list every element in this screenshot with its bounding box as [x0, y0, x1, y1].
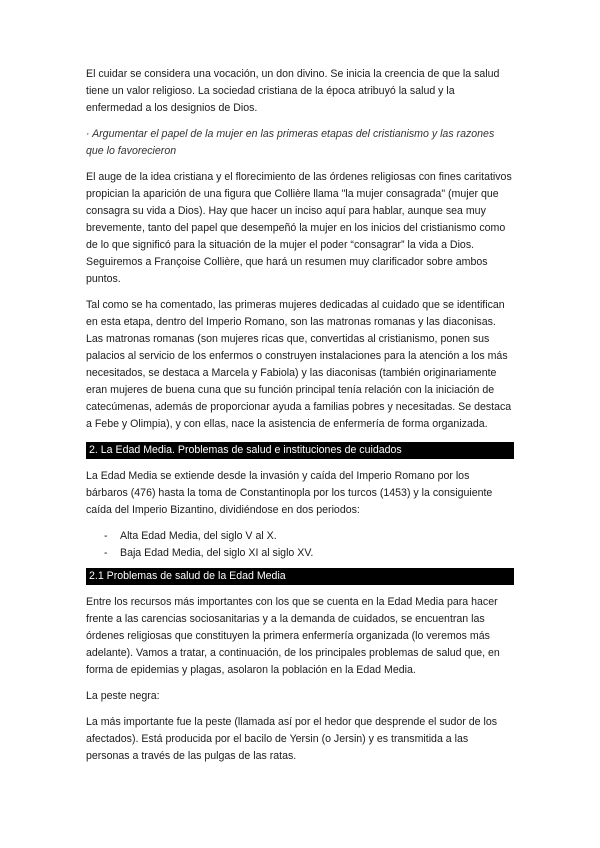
list-item: [86, 545, 514, 562]
list-item: [86, 528, 514, 545]
intro-paragraph-2: El auge de la idea cristiana y el florecimiento de las órdenes religiosas con fines caritativos propician la aparición de una figura que Collière llama "la mujer consagrada" (mujer que consagra su vida a Dios). Hay que hacer un inciso aquí para hablar, aunque sea muy brevemente, tanto del papel que desempeñó la mujer en los inicios del cristianismo como de lo que significó para la situación de la mujer el poder “consagrar” la vida a Dios. Seguiremos a Françoise Collière, que hará un resumen muy clarificador sobre ambos puntos.: [86, 171, 512, 285]
subheading-peste-negra: La peste negra:: [86, 690, 160, 702]
list-item-text: Alta Edad Media, del siglo V al X.: [120, 530, 277, 542]
section-2-1-heading: 2.1 Problemas de salud de la Edad Media: [86, 568, 514, 585]
list-item-text: Baja Edad Media, del siglo XI al siglo XV.: [120, 547, 314, 559]
dash-bullet: -: [104, 547, 108, 559]
section-2-1-paragraph-1: Entre los recursos más importantes con los que se cuenta en la Edad Media para hacer frente a las carencias sociosanitarias y a la demanda de cuidados, se encuentran las órdenes religiosas que constituyen la primera enfermería organizada (lo veremos más adelante). Vamos a tratar, a continuación, de los principales problemas de salud que, en forma de epidemias y plagas, asolaron la población en la Edad Media.: [86, 596, 500, 676]
section-2-1-paragraph-2: La más importante fue la peste (llamada así por el hedor que desprende el sudor de los afectados). Está producida por el bacilo de Yersin (o Jersin) y es transmitida a las personas a través de las pulgas de las ratas.: [86, 716, 498, 762]
intro-paragraph-3: Tal como se ha comentado, las primeras mujeres dedicadas al cuidado que se identifican en esta etapa, dentro del Imperio Romano, son las matronas romanas y las diaconisas. Las matronas romanas (son mujeres ricas que, convertidas al cristianismo, ponen sus palacios al servicio de los enfermos o construyen instalaciones para la atención a los más necesitados, se destaca a Marcela y Fabiola) y las diaconisas (también originariamente eran mujeres de buena cuna que su función principal tenía relación con la iniciación de catecúmenas, además de proporcionar ayuda a familias pobres y necesitadas. Se destaca a Febe y Olimpia), y con ellas, nace la asistencia de enfermería de forma organizada.: [86, 299, 512, 430]
dash-bullet: -: [104, 530, 108, 542]
study-question: · Argumentar el papel de la mujer en las primeras etapas del cristianismo y las razones que lo favorecieron: [86, 128, 495, 157]
period-list: [86, 528, 514, 562]
section-2-heading: 2. La Edad Media. Problemas de salud e instituciones de cuidados: [86, 442, 514, 459]
intro-paragraph-1: El cuidar se considera una vocación, un don divino. Se inicia la creencia de que la salud tiene un valor religioso. La sociedad cristiana de la época atribuyó la salud y la enfermedad a los designios de Dios.: [86, 68, 500, 114]
section-2-paragraph-1: La Edad Media se extiende desde la invasión y caída del Imperio Romano por los bárbaros (476) hasta la toma de Constantinopla por los turcos (1453) y la consiguiente caída del Imperio Bizantino, dividiéndose en dos periodos:: [86, 470, 493, 516]
